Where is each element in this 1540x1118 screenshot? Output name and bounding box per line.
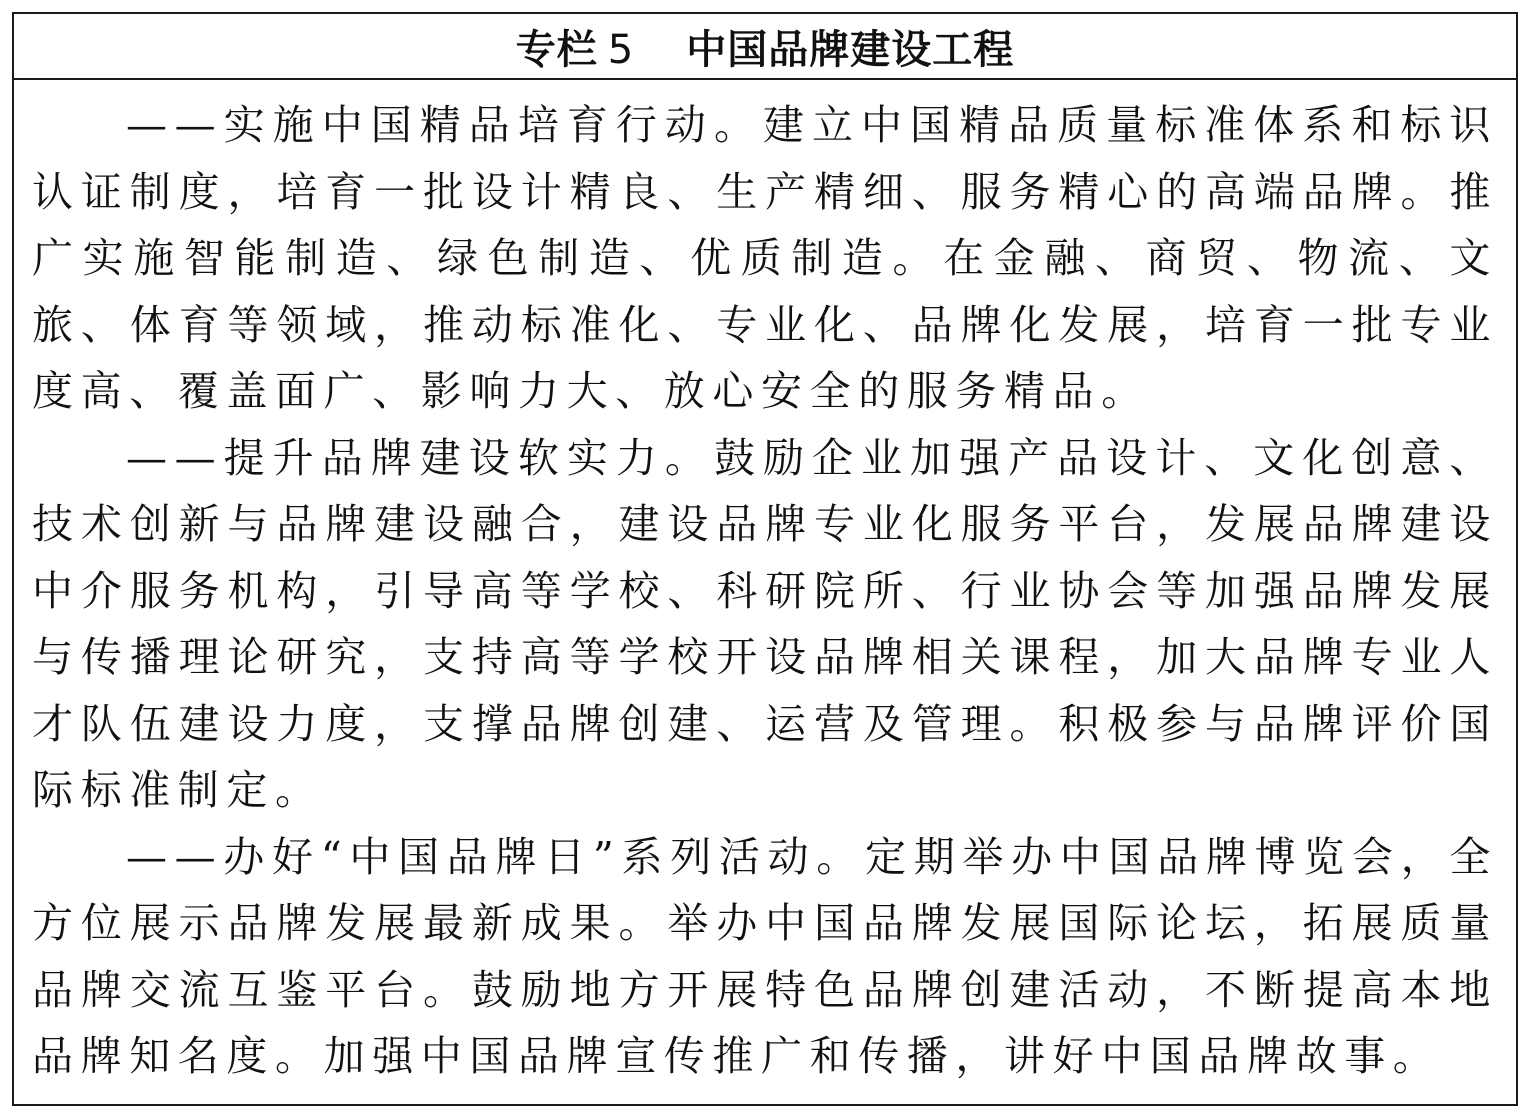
paragraph-quality-brands: ——实施中国精品培育行动。建立中国精品质量标准体系和标识认证制度，培育一批设计精良、生产精细、服务精心的高端品牌。推广实施智能制造、绿色制造、优质制造。在金融、商贸、物流、文旅、体育等领域，推动标准化、专业化、品牌化发展，培育一批专业度高、覆盖面广、影响力大、放心安全的服务精品。 bbox=[32, 101, 1498, 415]
column-box bbox=[12, 12, 1518, 1106]
column-number: 5 bbox=[607, 26, 635, 73]
column-header bbox=[14, 14, 1516, 80]
column-body bbox=[14, 80, 1516, 1090]
paragraph-brand-day: ——办好“中国品牌日”系列活动。定期举办中国品牌博览会，全方位展示品牌发展最新成果。举办中国品牌发展国际论坛，拓展质量品牌交流互鉴平台。鼓励地方开展特色品牌创建活动，不断提高本地品牌知名度。加强中国品牌宣传推广和传播，讲好中国品牌故事。 bbox=[32, 832, 1498, 1080]
column-label-text: 专栏 bbox=[515, 26, 598, 73]
column-title: 中国品牌建设工程 bbox=[686, 26, 1015, 73]
paragraph-soft-power: ——提升品牌建设软实力。鼓励企业加强产品设计、文化创意、技术创新与品牌建设融合，建设品牌专业化服务平台，发展品牌建设中介服务机构，引导高等学校、科研院所、行业协会等加强品牌发展与传播理论研究，支持高等学校开设品牌相关课程，加大品牌专业人才队伍建设力度，支撑品牌创建、运营及管理。积极参与品牌评价国际标准制定。 bbox=[32, 433, 1498, 814]
column-label bbox=[516, 18, 634, 75]
